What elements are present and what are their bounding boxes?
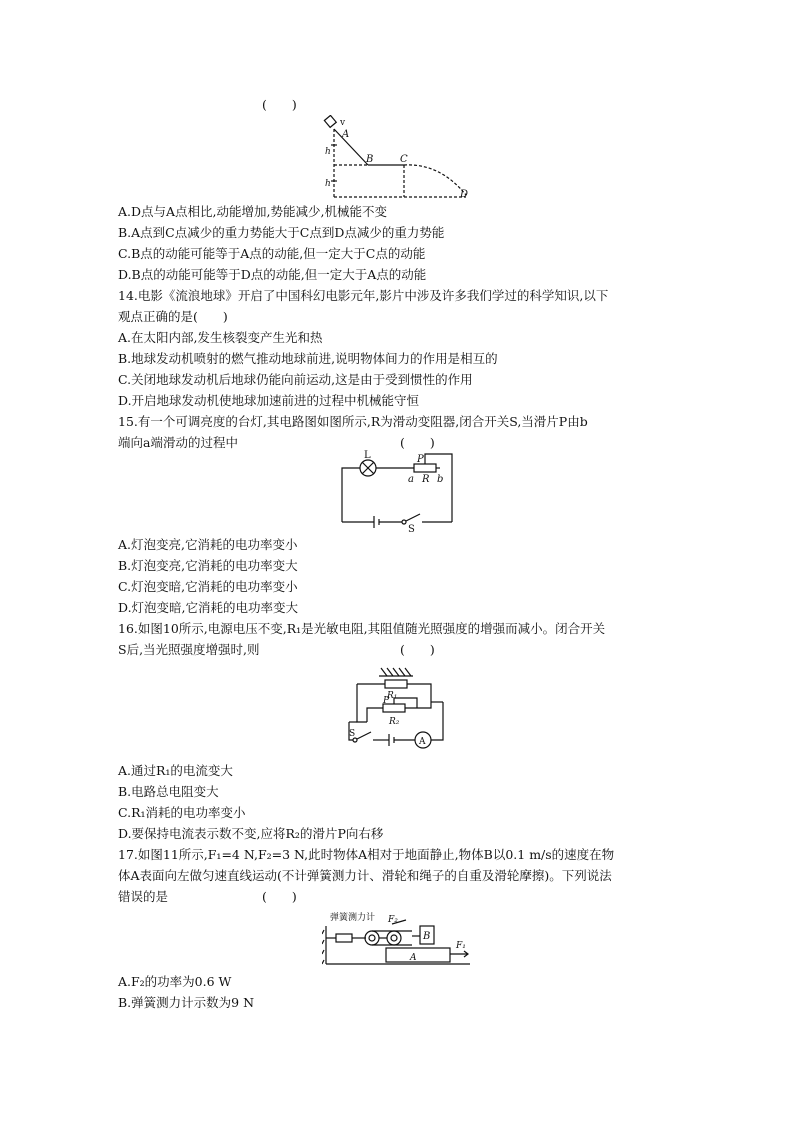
q16-option-b: B.电路总电阻变大	[118, 784, 219, 799]
q15-label-b: b	[437, 474, 444, 485]
q16-option-d: D.要保持电流表示数不变,应将R₂的滑片P向右移	[118, 826, 384, 841]
q16-circuit-figure	[343, 664, 453, 752]
q17-pulley-figure	[322, 908, 482, 968]
q13-option-d: D.B点的动能可能等于D点的动能,但一定大于A点的动能	[118, 267, 427, 282]
q16-label-R2: R₂	[389, 717, 400, 727]
q13-label-D: D	[460, 189, 469, 200]
q15-option-a: A.灯泡变亮,它消耗的电功率变小	[118, 537, 298, 552]
q13-label-v: v	[340, 118, 346, 128]
q17-label-spring-scale: 弹簧测力计	[330, 913, 376, 923]
q14-option-a: A.在太阳内部,发生核裂变产生光和热	[118, 330, 323, 345]
q15-stem-line2: 端向a端滑动的过程中	[118, 435, 238, 450]
q15-option-b: B.灯泡变亮,它消耗的电功率变大	[118, 558, 298, 573]
q17-label-F2: F₂	[388, 915, 398, 925]
q15-bracket: ( )	[400, 435, 435, 450]
q14-stem-line2: 观点正确的是( )	[118, 309, 228, 324]
q15-option-d: D.灯泡变暗,它消耗的电功率变大	[118, 600, 299, 615]
q13-option-a: A.D点与A点相比,动能增加,势能减少,机械能不变	[118, 204, 387, 219]
q16-bracket: ( )	[400, 642, 435, 657]
q13-label-h2: h	[325, 179, 331, 189]
q14-option-d: D.开启地球发动机使地球加速前进的过程中机械能守恒	[118, 393, 420, 408]
q14-option-c: C.关闭地球发动机后地球仍能向前运动,这是由于受到惯性的作用	[118, 372, 473, 387]
q16-option-a: A.通过R₁的电流变大	[118, 763, 233, 778]
q13-bracket: ( )	[262, 97, 297, 112]
q17-label-A: A	[410, 953, 417, 963]
q16-option-c: C.R₁消耗的电功率变小	[118, 805, 246, 820]
q17-stem-line1: 17.如图11所示,F₁=4 N,F₂=3 N,此时物体A相对于地面静止,物体B以0.1 m/s的速度在物	[118, 847, 615, 862]
q13-track-figure	[320, 115, 480, 203]
q13-label-B: B	[366, 154, 374, 165]
q16-stem-line1: 16.如图10所示,电源电压不变,R₁是光敏电阻,其阻值随光照强度的增强而减小。闭合开关	[118, 621, 606, 636]
q17-label-B: B	[423, 931, 431, 942]
q15-label-a: a	[408, 474, 414, 485]
q15-option-c: C.灯泡变暗,它消耗的电功率变小	[118, 579, 298, 594]
q15-label-R: R	[422, 474, 430, 485]
q13-label-h1: h	[325, 147, 331, 157]
q15-stem-line1: 15.有一个可调亮度的台灯,其电路图如图所示,R为滑动变阻器,闭合开关S,当滑片P由b	[118, 414, 588, 429]
q14-option-b: B.地球发动机喷射的燃气推动地球前进,说明物体间力的作用是相互的	[118, 351, 498, 366]
q17-option-a: A.F₂的功率为0.6 W	[118, 974, 232, 989]
q16-label-R1: R₁	[387, 691, 398, 701]
q16-label-S: S	[349, 729, 356, 739]
q16-label-A: A	[419, 737, 426, 747]
q13-option-c: C.B点的动能可能等于A点的动能,但一定大于C点的动能	[118, 246, 426, 261]
q17-label-F1: F₁	[456, 941, 466, 951]
q17-option-b: B.弹簧测力计示数为9 N	[118, 995, 255, 1010]
q17-stem-line2: 体A表面向左做匀速直线运动(不计弹簧测力计、滑轮和绳子的自重及滑轮摩擦)。下列说法	[118, 868, 612, 883]
q15-circuit-figure	[336, 448, 460, 532]
q15-label-S: S	[408, 524, 415, 532]
q16-stem-line2: S后,当光照强度增强时,则	[118, 642, 260, 657]
q13-label-C: C	[400, 154, 408, 165]
q13-label-A: A	[342, 129, 350, 140]
q14-stem-line1: 14.电影《流浪地球》开启了中国科幻电影元年,影片中涉及许多我们学过的科学知识,以下	[118, 288, 609, 303]
q17-stem-line3: 错误的是	[118, 889, 169, 904]
q13-option-b: B.A点到C点减少的重力势能大于C点到D点减少的重力势能	[118, 225, 445, 240]
q16-label-P: P	[383, 696, 390, 706]
q15-label-P: P	[417, 454, 424, 465]
q15-label-L: L	[364, 450, 371, 461]
q17-bracket: ( )	[262, 889, 297, 904]
